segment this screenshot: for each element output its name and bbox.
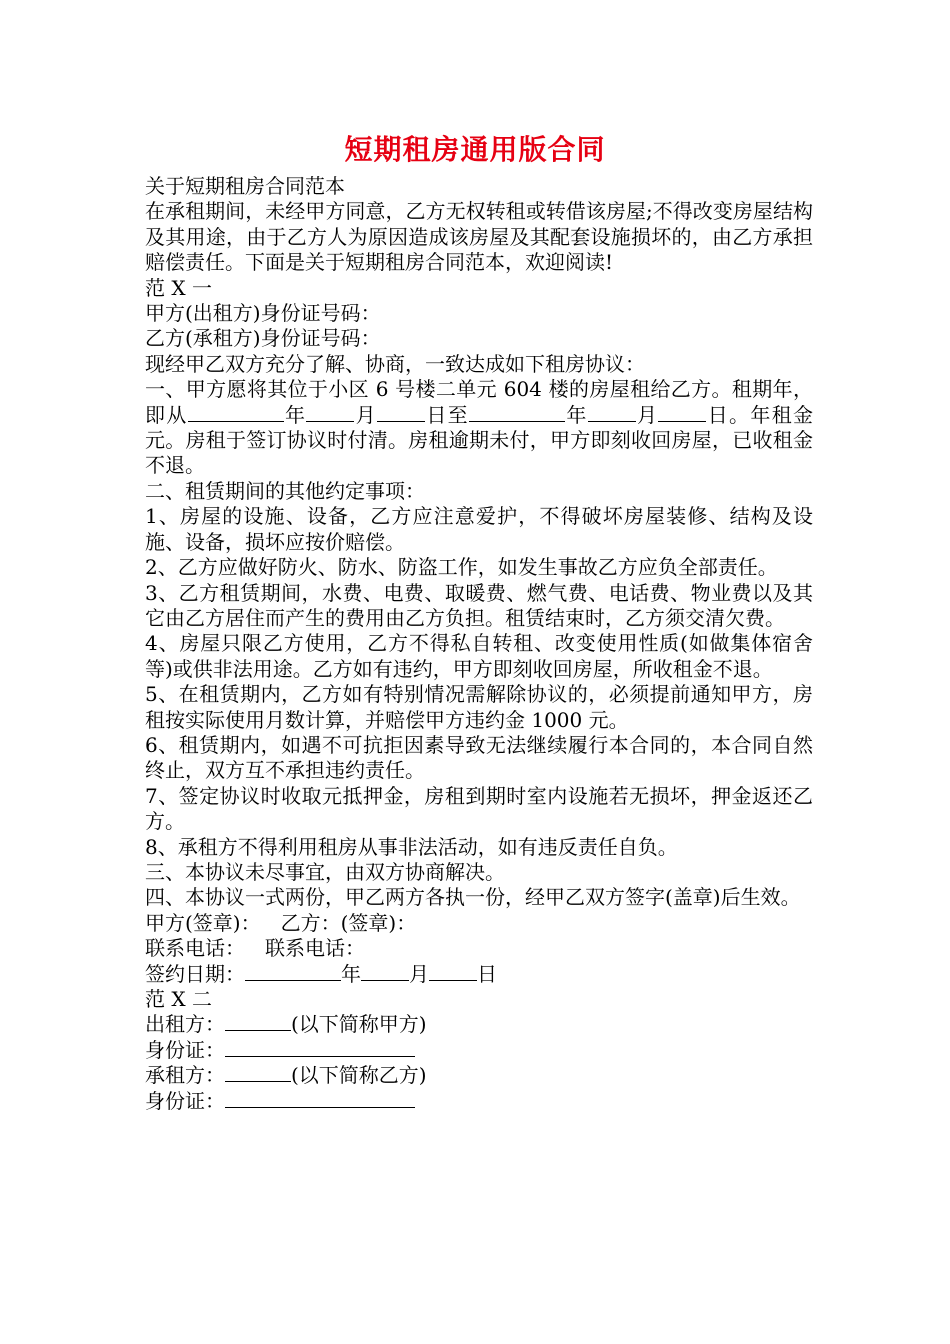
lessor-id-line (145, 1038, 813, 1063)
lessee-label: 承租方： (145, 1063, 225, 1088)
blank-field (361, 962, 409, 981)
date-line (145, 962, 813, 987)
clause-1-day-to: 日至 (425, 402, 470, 427)
blank-field (469, 403, 565, 422)
sign-party-b: 乙方：(签章)： (280, 910, 417, 935)
clause-4: 四、本协议一式两份，甲乙两方各执一份，经甲乙双方签字(盖章)后生效。 (145, 885, 801, 910)
item-5: 5、在租赁期内，乙方如有特别情况需解除协议的，必须提前通知甲方，房租按实际使用月数计算，并赔偿甲方违约金 1000 元。 (145, 682, 813, 732)
item-4: 4、房屋只限乙方使用，乙方不得私自转租、改变使用性质(如做集体宿舍等)或供非法用途。乙方如有违约，甲方即刻收回房屋，所收租金不退。 (145, 631, 813, 681)
clause-1-day2: 日。 (706, 402, 751, 427)
lessor-label: 出租方： (145, 1012, 225, 1037)
lessor-suffix: (以下简称甲方) (291, 1012, 427, 1037)
clause-1-month2: 月 (635, 402, 659, 427)
phone-party-a: 联系电话： (145, 936, 245, 961)
lessee-id-line (145, 1089, 813, 1114)
clause-1-month: 月 (354, 402, 378, 427)
document-body (145, 174, 813, 1114)
blank-field (225, 1063, 291, 1082)
clause-1-year: 年 (283, 402, 307, 427)
blank-field (225, 1012, 291, 1031)
blank-field (658, 403, 706, 422)
item-7: 7、签定协议时收取元抵押金，房租到期时室内设施若无损坏，押金返还乙方。 (145, 783, 813, 834)
blank-field (188, 403, 284, 422)
blank-field (429, 962, 477, 981)
clause-1 (145, 377, 813, 479)
lessee-line (145, 1063, 813, 1088)
item-8: 8、承租方不得利用租房从事非法活动，如有违反责任自负。 (145, 834, 678, 859)
blank-field (306, 403, 354, 422)
id-label-1: 身份证： (145, 1037, 225, 1062)
item-6: 6、租赁期内，如遇不可抗拒因素导致无法继续履行本合同的，本合同自然终止，双方互不承担违约责任。 (145, 732, 813, 783)
phone-line (145, 936, 813, 961)
date-label: 签约日期： (145, 961, 245, 986)
date-month: 月 (409, 961, 429, 986)
party-b-id: 乙方(承租方)身份证号码： (145, 326, 381, 351)
phone-party-b: 联系电话： (265, 936, 365, 961)
party-a-id: 甲方(出租方)身份证号码： (145, 301, 381, 326)
sample2-heading: 范 X 二 (145, 987, 212, 1011)
blank-field (225, 1038, 415, 1057)
date-day: 日 (477, 961, 497, 986)
clause-1-text-a: 一、甲方愿将其位于小区 6 号楼二单元 604 楼的房屋租给乙方。租期年，即从 (145, 377, 813, 427)
date-year: 年 (341, 961, 361, 986)
item-3: 3、乙方租赁期间，水费、电费、取暖费、燃气费、电话费、物业费以及其它由乙方居住而产生的费用由乙方负担。租赁结束时，乙方须交清欠费。 (145, 580, 813, 630)
item-1: 1、房屋的设施、设备，乙方应注意爱护，不得破坏房屋装修、结构及设施、设备，损坏应按价赔偿。 (145, 504, 813, 554)
clause-1-year2: 年 (565, 402, 588, 427)
clause-1-text-b: 年租金元。房租于签订协议时付清。房租逾期未付，甲方即刻收回房屋，已收租金不退。 (145, 402, 814, 478)
sign-party-a: 甲方(签章)： (145, 910, 261, 935)
signature-line (145, 911, 813, 936)
blank-field (588, 403, 636, 422)
blank-field (245, 962, 341, 981)
intro-paragraph: 在承租期间，未经甲方同意，乙方无权转租或转借该房屋;不得改变房屋结构及其用途，由于乙方人为原因造成该房屋及其配套设施损坏的，由乙方承担赔偿责任。下面是关于短期租房合同范本，欢迎阅读! (145, 199, 813, 275)
lessor-line (145, 1012, 813, 1037)
preamble: 现经甲乙双方充分了解、协商，一致达成如下租房协议： (145, 351, 645, 376)
item-2: 2、乙方应做好防火、防水、防盗工作，如发生事故乙方应负全部责任。 (145, 555, 778, 580)
blank-field (377, 403, 425, 422)
blank-field (225, 1089, 415, 1108)
clause-3: 三、本协议未尽事宜，由双方协商解决。 (145, 859, 505, 884)
subtitle: 关于短期租房合同范本 (145, 174, 345, 198)
document-title: 短期租房通用版合同 (344, 133, 606, 166)
sample1-heading: 范 X 一 (145, 275, 212, 300)
id-label-2: 身份证： (145, 1088, 225, 1113)
lessee-suffix: (以下简称乙方) (291, 1063, 427, 1088)
clause-2: 二、租赁期间的其他约定事项： (145, 478, 425, 503)
